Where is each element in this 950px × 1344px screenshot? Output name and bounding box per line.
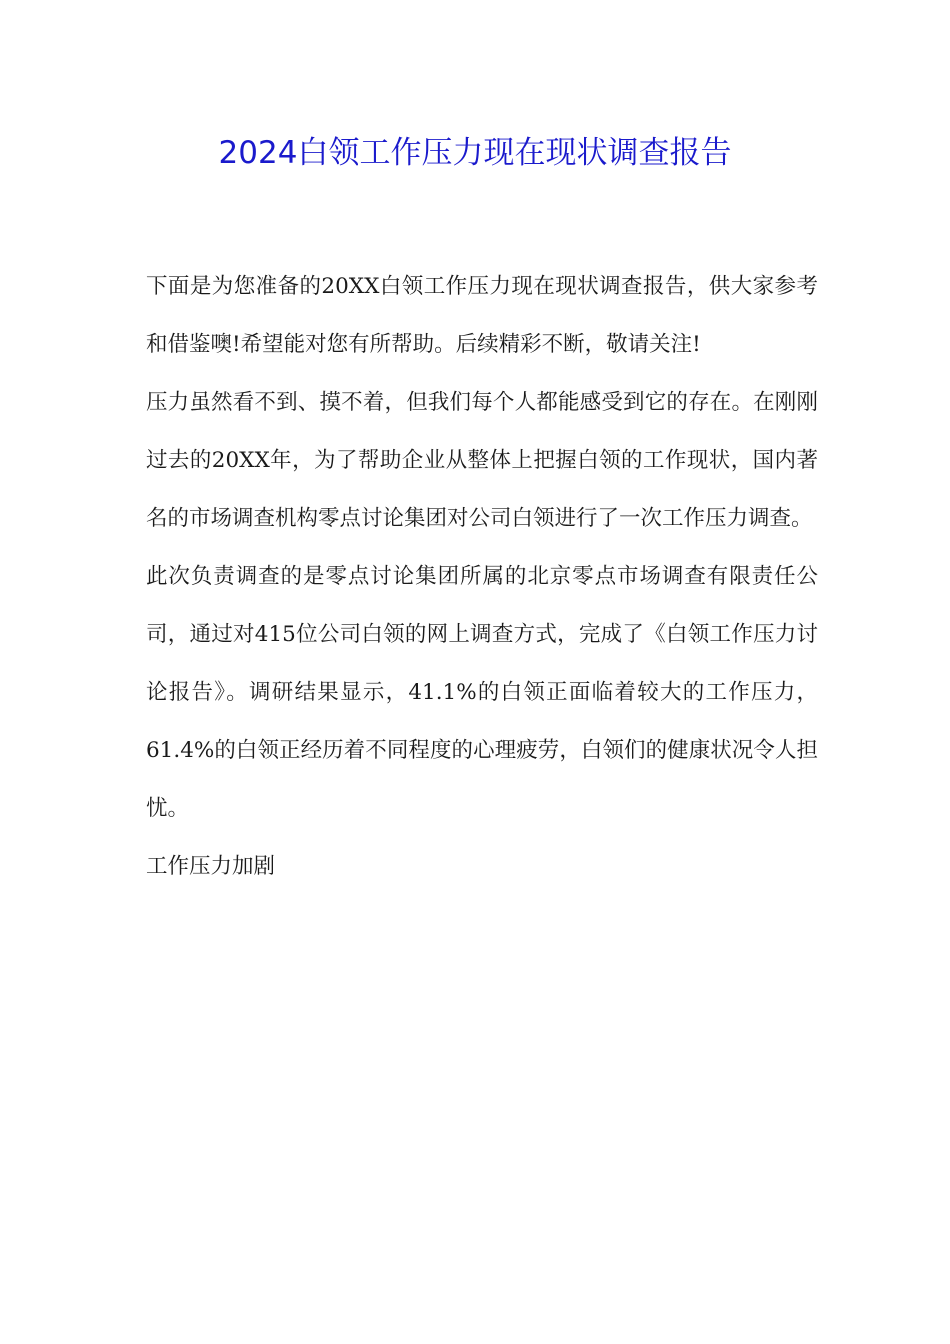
document-body xyxy=(146,258,818,896)
paragraph-pressure: 压力虽然看不到、摸不着，但我们每个人都能感受到它的存在。在刚刚过去的20XX年，为了帮助企业从整体上把握白领的工作现状，国内著名的市场调查机构零点讨论集团对公司白领进行了一次工作压力调查。 xyxy=(146,390,818,531)
paragraph-survey: 此次负责调查的是零点讨论集团所属的北京零点市场调查有限责任公司，通过对415位公司白领的网上调查方式，完成了《白领工作压力讨论报告》。调研结果显示，41.1%的白领正面临着较大的工作压力，61.4%的白领正经历着不同程度的心理疲劳，白领们的健康状况令人担忧。 xyxy=(146,564,818,821)
document-title: 2024白领工作压力现在现状调查报告 xyxy=(218,135,732,171)
section-heading: 工作压力加剧 xyxy=(146,854,276,879)
paragraph-intro: 下面是为您准备的20XX白领工作压力现在现状调查报告，供大家参考和借鉴噢!希望能对您有所帮助。后续精彩不断，敬请关注! xyxy=(146,274,818,357)
